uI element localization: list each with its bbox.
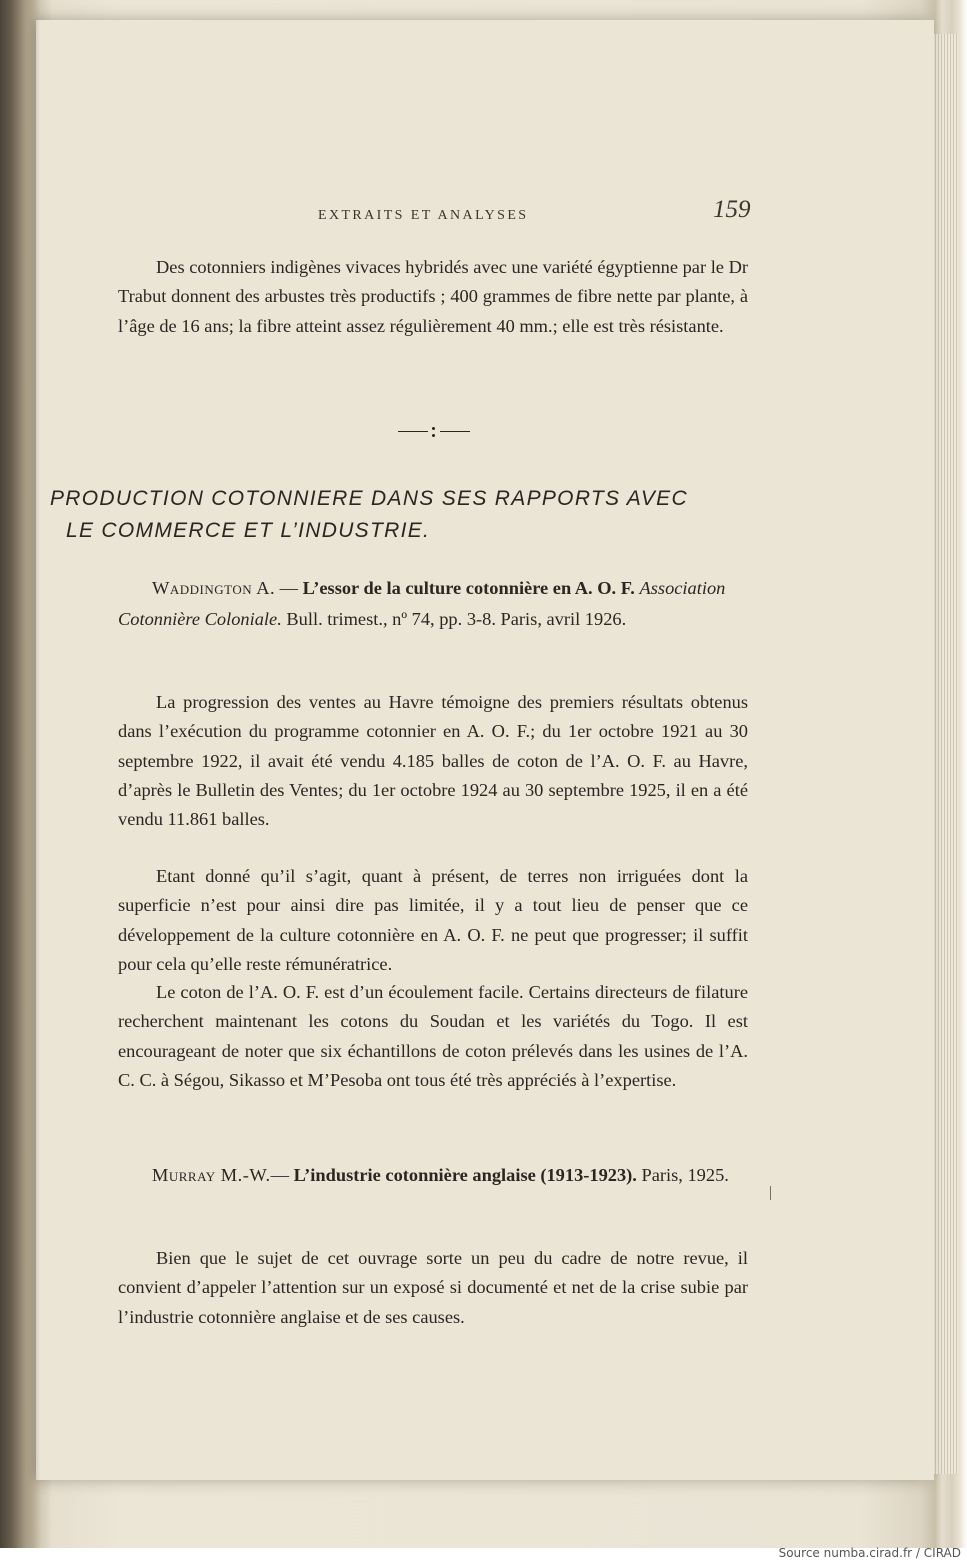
- entry1-paragraph-2: Etant donné qu’il s’agit, quant à présent, de terres non irriguées dont la superficie n’est pour ainsi dire pas limitée, il y a tout lieu de penser que ce développement de la culture cotonnière en A. O. F. ne peut que progresser; il suffit pour cela qu’elle reste rémunératrice.: [118, 866, 748, 974]
- entry-dash: —: [275, 578, 303, 598]
- source-credit: Source numba.cirad.fr / CIRAD: [778, 1546, 961, 1560]
- running-title: EXTRAITS ET ANALYSES: [318, 208, 529, 223]
- entry-title: L’industrie cotonnière anglaise (1913-1923).: [293, 1165, 637, 1185]
- bibliographic-entry-waddington: [118, 573, 748, 635]
- margin-mark: [770, 1186, 771, 1200]
- entry-journal: Association Cotonnière Coloniale.: [118, 578, 726, 629]
- entry-author: Murray M.-W.: [152, 1165, 271, 1185]
- binding-fold: [0, 0, 40, 1548]
- section-heading: [50, 483, 770, 547]
- entry-author: Waddington A.: [152, 578, 276, 598]
- entry1-paragraph-1: La progression des ventes au Havre témoigne des premiers résultats obtenus dans l’exécution du programme cotonnier en A. O. F.; du 1er octobre 1921 au 30 septembre 1922, il avait été vendu 4.185 balles de coton de l’A. O. F. au Havre, d’après le Bulletin des Ventes; du 1er octobre 1924 au 30 septembre 1925, il en a été vendu 11.861 balles.: [118, 692, 748, 830]
- bibliographic-entry-murray: [118, 1160, 748, 1191]
- section-heading-line1: PRODUCTION COTONNIERE DANS SES RAPPORTS AVEC: [50, 487, 688, 510]
- entry-dash: —: [270, 1165, 294, 1185]
- page-number: 159: [713, 196, 751, 223]
- section-separator: [398, 426, 470, 438]
- entry-title: L’essor de la culture cotonnière en A. O. F.: [302, 578, 635, 598]
- entry1-paragraph-3: Le coton de l’A. O. F. est d’un écoulement facile. Certains directeurs de filature recherchent maintenant les cotons du Soudan et les variétés du Togo. Il est encourageant de noter que six échantillons de coton prélevés dans les usines de l’A. C. C. à Ségou, Sikasso et M’Pesoba ont tous été très appréciés à l’expertise.: [118, 982, 748, 1090]
- section-heading-line2: LE COMMERCE ET L’INDUSTRIE.: [66, 519, 431, 542]
- entry-details: Paris, 1925.: [636, 1165, 729, 1185]
- page-edges: [930, 34, 958, 1474]
- entry-details: Bull. trimest., nº 74, pp. 3-8. Paris, avril 1926.: [281, 609, 627, 629]
- intro-paragraph: Des cotonniers indigènes vivaces hybridés avec une variété égyptienne par le Dr Trabut donnent des arbustes très productifs ; 400 grammes de fibre nette par plante, à l’âge de 16 ans; la fibre atteint assez régulièrement 40 mm.; elle est très résistante.: [118, 257, 748, 336]
- entry2-paragraph: Bien que le sujet de cet ouvrage sorte un peu du cadre de notre revue, il convient d’appeler l’attention sur un exposé si documenté et net de la crise subie par l’industrie cotonnière anglaise et de ses causes.: [118, 1248, 748, 1327]
